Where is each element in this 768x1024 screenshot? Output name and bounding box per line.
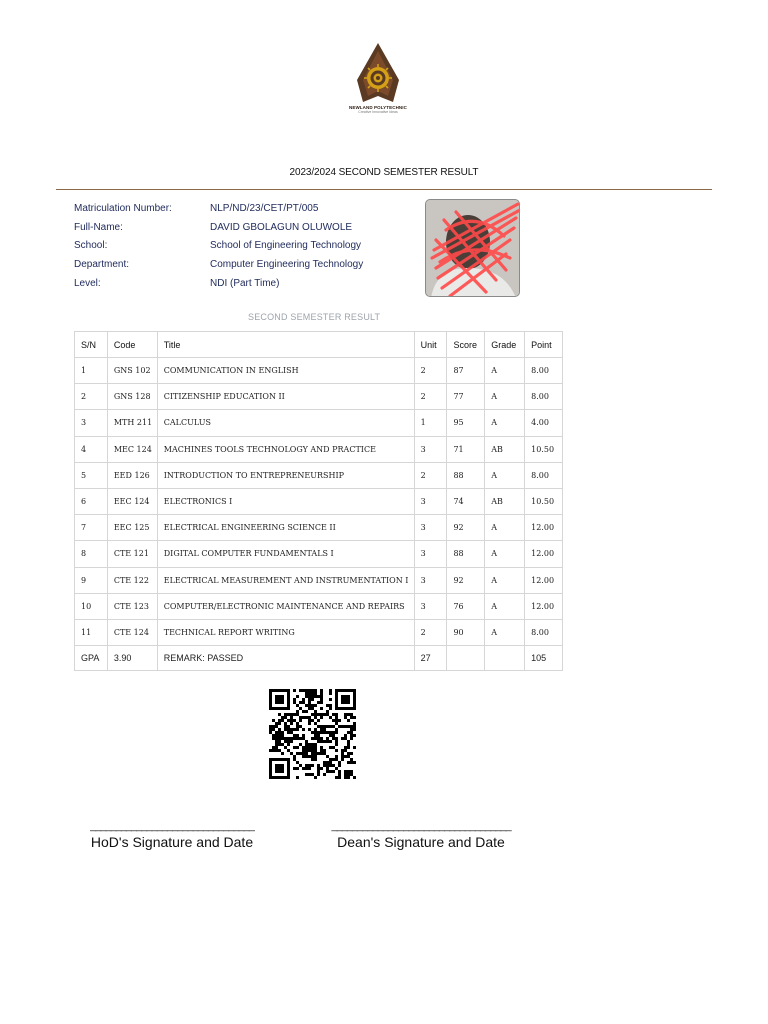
table-row bbox=[75, 541, 563, 567]
cell-grade: AB bbox=[485, 488, 525, 514]
redacted-photo-icon bbox=[426, 200, 520, 297]
section-title: SECOND SEMESTER RESULT bbox=[248, 312, 381, 322]
gpa-summary-row bbox=[75, 646, 563, 671]
remark: REMARK: PASSED bbox=[157, 646, 414, 671]
cell-unit: 3 bbox=[414, 541, 447, 567]
cell-score: 92 bbox=[447, 567, 485, 593]
cell-point: 12.00 bbox=[525, 515, 563, 541]
total-points: 105 bbox=[525, 646, 563, 671]
cell-code: EEC 125 bbox=[107, 515, 157, 541]
cell-code: EED 126 bbox=[107, 462, 157, 488]
table-row bbox=[75, 567, 563, 593]
results-table bbox=[74, 331, 563, 671]
cell-unit: 2 bbox=[414, 384, 447, 410]
table-row bbox=[75, 488, 563, 514]
cell-sn: 10 bbox=[75, 593, 108, 619]
cell-code: CTE 121 bbox=[107, 541, 157, 567]
cell-unit: 1 bbox=[414, 410, 447, 436]
cell-grade: A bbox=[485, 619, 525, 645]
cell-point: 8.00 bbox=[525, 462, 563, 488]
cell-score: 90 bbox=[447, 619, 485, 645]
info-label: Full-Name: bbox=[74, 221, 123, 233]
cell-grade: A bbox=[485, 567, 525, 593]
table-row bbox=[75, 462, 563, 488]
table-row bbox=[75, 515, 563, 541]
cell-sn: 4 bbox=[75, 436, 108, 462]
cell-point: 12.00 bbox=[525, 541, 563, 567]
cell-title: DIGITAL COMPUTER FUNDAMENTALS I bbox=[157, 541, 414, 567]
cell-code: CTE 124 bbox=[107, 619, 157, 645]
info-label: Department: bbox=[74, 259, 130, 271]
cell-unit: 3 bbox=[414, 515, 447, 541]
cell-sn: 1 bbox=[75, 358, 108, 384]
cell-point: 12.00 bbox=[525, 567, 563, 593]
dean-signature-label: Dean's Signature and Date bbox=[337, 834, 505, 850]
hod-signature-block bbox=[82, 820, 262, 850]
cell-score: 76 bbox=[447, 593, 485, 619]
cell-title: CALCULUS bbox=[157, 410, 414, 436]
cell-title: TECHNICAL REPORT WRITING bbox=[157, 619, 414, 645]
cell-title: ELECTRICAL MEASUREMENT AND INSTRUMENTATION I bbox=[157, 567, 414, 593]
cell-sn: 9 bbox=[75, 567, 108, 593]
cell-point: 8.00 bbox=[525, 358, 563, 384]
info-value: NDI (Part Time) bbox=[210, 277, 280, 289]
document-title: 2023/2024 SECOND SEMESTER RESULT bbox=[289, 167, 479, 178]
cell-score: 74 bbox=[447, 488, 485, 514]
cell-unit: 3 bbox=[414, 593, 447, 619]
info-row-level bbox=[74, 274, 363, 293]
cell-code: EEC 124 bbox=[107, 488, 157, 514]
cell-title: ELECTRICAL ENGINEERING SCIENCE II bbox=[157, 515, 414, 541]
institution-logo bbox=[342, 42, 414, 118]
cell-code: CTE 123 bbox=[107, 593, 157, 619]
info-row-matric bbox=[74, 199, 363, 218]
cell-score: 95 bbox=[447, 410, 485, 436]
cell-grade: A bbox=[485, 593, 525, 619]
cell-point: 4.00 bbox=[525, 410, 563, 436]
qr-code-icon bbox=[269, 689, 356, 779]
info-value: Computer Engineering Technology bbox=[210, 259, 364, 271]
cell-sn: 11 bbox=[75, 619, 108, 645]
info-value: School of Engineering Technology bbox=[210, 240, 362, 252]
cell-code: GNS 128 bbox=[107, 384, 157, 410]
info-row-department bbox=[74, 255, 363, 274]
cell-score: 88 bbox=[447, 462, 485, 488]
polytechnic-crest-icon bbox=[355, 42, 401, 104]
cell-grade: A bbox=[485, 515, 525, 541]
student-info bbox=[74, 199, 363, 293]
cell-sn: 2 bbox=[75, 384, 108, 410]
cell-code: MEC 124 bbox=[107, 436, 157, 462]
cell-unit: 3 bbox=[414, 567, 447, 593]
header-unit: Unit bbox=[414, 332, 447, 358]
info-value: DAVID GBOLAGUN OLUWOLE bbox=[210, 221, 353, 233]
cell-sn: 6 bbox=[75, 488, 108, 514]
table-row bbox=[75, 384, 563, 410]
empty-cell bbox=[485, 646, 525, 671]
header-score: Score bbox=[447, 332, 485, 358]
cell-sn: 8 bbox=[75, 541, 108, 567]
empty-cell bbox=[447, 646, 485, 671]
cell-point: 10.50 bbox=[525, 436, 563, 462]
cell-score: 77 bbox=[447, 384, 485, 410]
cell-grade: A bbox=[485, 541, 525, 567]
header-code: Code bbox=[107, 332, 157, 358]
info-label: School: bbox=[74, 240, 108, 252]
cell-code: CTE 122 bbox=[107, 567, 157, 593]
total-units: 27 bbox=[414, 646, 447, 671]
cell-grade: A bbox=[485, 462, 525, 488]
cell-title: INTRODUCTION TO ENTREPRENEURSHIP bbox=[157, 462, 414, 488]
info-row-school bbox=[74, 237, 363, 256]
cell-sn: 3 bbox=[75, 410, 108, 436]
cell-point: 10.50 bbox=[525, 488, 563, 514]
header-sn: S/N bbox=[75, 332, 108, 358]
cell-unit: 2 bbox=[414, 462, 447, 488]
table-row bbox=[75, 410, 563, 436]
cell-point: 12.00 bbox=[525, 593, 563, 619]
cell-score: 92 bbox=[447, 515, 485, 541]
table-row bbox=[75, 593, 563, 619]
hod-signature-label: HoD's Signature and Date bbox=[90, 834, 254, 850]
gpa-label: GPA bbox=[75, 646, 108, 671]
signature-line: ___________________________________ bbox=[331, 820, 511, 832]
signature-line: ________________________________ bbox=[90, 820, 254, 832]
info-label: Level: bbox=[74, 277, 101, 289]
cell-title: ELECTRONICS I bbox=[157, 488, 414, 514]
info-row-fullname bbox=[74, 218, 363, 237]
cell-code: GNS 102 bbox=[107, 358, 157, 384]
cell-grade: A bbox=[485, 410, 525, 436]
table-row bbox=[75, 358, 563, 384]
table-row bbox=[75, 619, 563, 645]
cell-score: 71 bbox=[447, 436, 485, 462]
cell-point: 8.00 bbox=[525, 384, 563, 410]
cell-unit: 2 bbox=[414, 358, 447, 384]
cell-grade: A bbox=[485, 358, 525, 384]
cell-title: COMMUNICATION IN ENGLISH bbox=[157, 358, 414, 384]
institution-name: NEWLAND POLYTECHNIC bbox=[349, 105, 407, 110]
gpa-value: 3.90 bbox=[107, 646, 157, 671]
table-row bbox=[75, 436, 563, 462]
header-grade: Grade bbox=[485, 332, 525, 358]
cell-title: MACHINES TOOLS TECHNOLOGY AND PRACTICE bbox=[157, 436, 414, 462]
info-value: NLP/ND/23/CET/PT/005 bbox=[210, 202, 319, 214]
cell-sn: 5 bbox=[75, 462, 108, 488]
qr-code bbox=[269, 689, 356, 779]
cell-code: MTH 211 bbox=[107, 410, 157, 436]
cell-score: 88 bbox=[447, 541, 485, 567]
header-point: Point bbox=[525, 332, 563, 358]
cell-grade: AB bbox=[485, 436, 525, 462]
institution-motto: Creative Innovative Ideas bbox=[358, 110, 398, 114]
cell-title: COMPUTER/ELECTRONIC MAINTENANCE AND REPAIRS bbox=[157, 593, 414, 619]
header-divider bbox=[56, 189, 712, 190]
cell-title: CITIZENSHIP EDUCATION II bbox=[157, 384, 414, 410]
dean-signature-block bbox=[320, 820, 522, 850]
cell-unit: 3 bbox=[414, 488, 447, 514]
cell-grade: A bbox=[485, 384, 525, 410]
header-title: Title bbox=[157, 332, 414, 358]
info-label: Matriculation Number: bbox=[74, 202, 172, 214]
cell-score: 87 bbox=[447, 358, 485, 384]
cell-unit: 2 bbox=[414, 619, 447, 645]
student-photo-redacted bbox=[425, 199, 520, 297]
cell-point: 8.00 bbox=[525, 619, 563, 645]
table-header-row bbox=[75, 332, 563, 358]
cell-unit: 3 bbox=[414, 436, 447, 462]
cell-sn: 7 bbox=[75, 515, 108, 541]
